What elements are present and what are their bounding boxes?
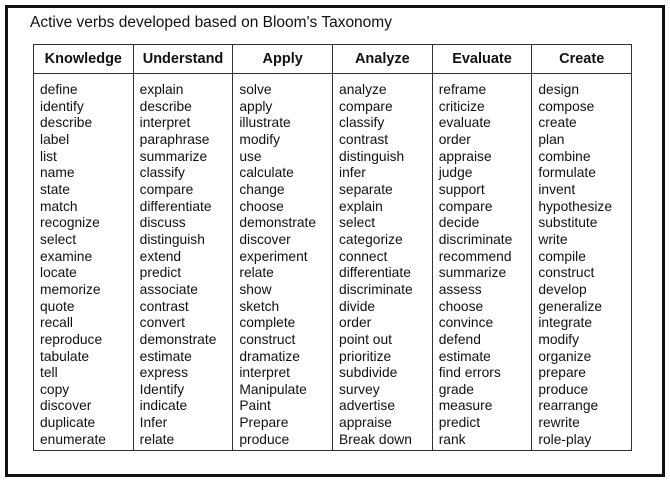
- verb-item: construct: [239, 331, 296, 347]
- verb-item: explain: [339, 198, 383, 214]
- verb-item: prioritize: [339, 348, 392, 364]
- verb-item: formulate: [538, 165, 596, 181]
- verb-item: dramatize: [239, 348, 300, 364]
- verb-item: defend: [438, 331, 481, 347]
- verb-item: grade: [438, 381, 474, 397]
- verb-item: write: [538, 231, 568, 247]
- verb-item: find errors: [438, 365, 501, 381]
- verb-item: reproduce: [40, 331, 103, 347]
- verb-item: appraise: [339, 415, 392, 431]
- verb-item: experiment: [239, 248, 308, 264]
- verb-item: discover: [40, 398, 92, 414]
- verb-item: recognize: [40, 215, 100, 231]
- verb-item: interpret: [139, 115, 191, 131]
- verb-item: identify: [40, 98, 84, 114]
- column-apply: [232, 45, 332, 450]
- verb-item: enumerate: [40, 431, 106, 447]
- verb-item: Paint: [239, 398, 271, 414]
- verb-item: discriminate: [438, 231, 513, 247]
- verb-item: design: [538, 82, 580, 97]
- verb-item: survey: [339, 381, 380, 397]
- verb-item: advertise: [339, 398, 395, 414]
- verb-item: judge: [438, 165, 473, 181]
- verb-item: associate: [139, 281, 198, 297]
- verb-item: modify: [538, 331, 579, 347]
- column-evaluate: [432, 45, 532, 450]
- verb-item: choose: [239, 198, 284, 214]
- verb-item: criticize: [438, 98, 485, 114]
- verb-item: modify: [239, 131, 280, 147]
- verb-item: illustrate: [239, 115, 291, 131]
- verb-item: select: [40, 231, 77, 247]
- verb-item: solve: [239, 82, 272, 97]
- verb-item: use: [239, 148, 262, 164]
- verb-item: reframe: [438, 82, 487, 97]
- verb-item: demonstrate: [139, 331, 217, 347]
- column-header: Analyze: [333, 45, 432, 74]
- verb-item: interpret: [239, 365, 290, 381]
- verb-item: relate: [239, 265, 274, 281]
- verb-item: combine: [538, 148, 591, 164]
- verb-item: rank: [438, 431, 466, 447]
- verb-item: summarize: [139, 148, 208, 164]
- verb-item: hypothesize: [538, 198, 612, 214]
- verb-list: [233, 74, 332, 448]
- verb-item: Prepare: [239, 415, 289, 431]
- verb-item: discriminate: [339, 281, 413, 297]
- verb-item: match: [40, 198, 78, 214]
- verb-item: plan: [538, 131, 565, 147]
- verb-item: organize: [538, 348, 592, 364]
- column-analyze: [332, 45, 432, 450]
- verb-item: assess: [438, 281, 482, 297]
- verb-item: list: [40, 148, 57, 164]
- verb-item: appraise: [438, 148, 492, 164]
- verb-item: estimate: [438, 348, 491, 364]
- verb-item: label: [40, 131, 70, 147]
- verb-item: quote: [40, 298, 75, 314]
- verb-item: decide: [438, 215, 480, 231]
- verb-list: [532, 74, 631, 448]
- column-knowledge: [34, 45, 133, 450]
- verb-item: Infer: [139, 415, 168, 431]
- verb-item: state: [40, 181, 70, 197]
- verb-item: distinguish: [139, 231, 205, 247]
- verb-list: [34, 74, 133, 448]
- verb-item: complete: [239, 315, 296, 331]
- verb-item: define: [40, 82, 78, 97]
- verb-item: order: [438, 131, 471, 147]
- verb-item: recommend: [438, 248, 512, 264]
- verb-item: create: [538, 115, 577, 131]
- verb-item: compose: [538, 98, 595, 114]
- verb-item: sketch: [239, 298, 280, 314]
- verb-item: substitute: [538, 215, 598, 231]
- verb-item: extend: [139, 248, 182, 264]
- column-header: Evaluate: [433, 45, 532, 74]
- column-header: Knowledge: [34, 45, 133, 74]
- verb-item: invent: [538, 181, 576, 197]
- verb-item: apply: [239, 98, 273, 114]
- verb-item: Break down: [339, 431, 412, 447]
- verb-item: measure: [438, 398, 493, 414]
- verb-item: compare: [339, 98, 393, 114]
- verb-item: explain: [139, 82, 184, 97]
- verb-item: duplicate: [40, 415, 96, 431]
- verb-item: Manipulate: [239, 381, 307, 397]
- verb-item: name: [40, 165, 75, 181]
- verb-item: choose: [438, 298, 484, 314]
- verb-item: separate: [339, 181, 393, 197]
- verb-item: paraphrase: [139, 131, 210, 147]
- verb-item: develop: [538, 281, 587, 297]
- verb-item: convince: [438, 315, 494, 331]
- verb-item: evaluate: [438, 115, 491, 131]
- verb-item: integrate: [538, 315, 593, 331]
- verb-item: order: [339, 315, 372, 331]
- verb-item: divide: [339, 298, 376, 314]
- verb-item: contrast: [339, 131, 389, 147]
- column-header: Understand: [134, 45, 233, 74]
- verb-item: demonstrate: [239, 215, 317, 231]
- table-title: Active verbs developed based on Bloom's Taxonomy: [30, 14, 392, 31]
- verb-item: contrast: [139, 298, 189, 314]
- verb-item: produce: [538, 381, 589, 397]
- verb-item: predict: [139, 265, 182, 281]
- column-create: [531, 45, 631, 450]
- verb-item: subdivide: [339, 365, 398, 381]
- verb-item: memorize: [40, 281, 101, 297]
- verb-item: estimate: [139, 348, 192, 364]
- verb-item: summarize: [438, 265, 507, 281]
- verb-item: locate: [40, 265, 77, 281]
- verb-item: calculate: [239, 165, 294, 181]
- verb-item: Identify: [139, 381, 185, 397]
- verb-item: classify: [339, 115, 385, 131]
- verb-list: [333, 74, 432, 448]
- verb-item: distinguish: [339, 148, 405, 164]
- verb-item: show: [239, 281, 272, 297]
- verb-item: compare: [438, 198, 493, 214]
- blooms-verb-table: [33, 44, 632, 451]
- verb-item: differentiate: [339, 265, 411, 281]
- verb-item: generalize: [538, 298, 603, 314]
- verb-item: predict: [438, 415, 481, 431]
- verb-item: point out: [339, 331, 392, 347]
- verb-item: copy: [40, 381, 70, 397]
- verb-item: express: [139, 365, 188, 381]
- verb-item: change: [239, 181, 285, 197]
- verb-item: indicate: [139, 398, 188, 414]
- verb-item: connect: [339, 248, 388, 264]
- verb-item: compile: [538, 248, 586, 264]
- verb-item: infer: [339, 165, 366, 181]
- verb-list: [134, 74, 233, 448]
- verb-item: support: [438, 181, 485, 197]
- verb-item: describe: [139, 98, 192, 114]
- verb-item: select: [339, 215, 376, 231]
- verb-list: [433, 74, 532, 448]
- verb-item: construct: [538, 265, 595, 281]
- column-understand: [133, 45, 233, 450]
- verb-item: relate: [139, 431, 175, 447]
- verb-item: differentiate: [139, 198, 212, 214]
- verb-item: produce: [239, 431, 290, 447]
- verb-item: discuss: [139, 215, 186, 231]
- verb-item: rearrange: [538, 398, 599, 414]
- column-header: Create: [532, 45, 631, 74]
- verb-item: rewrite: [538, 415, 580, 431]
- verb-item: classify: [139, 165, 185, 181]
- verb-item: role-play: [538, 431, 592, 447]
- verb-item: analyze: [339, 82, 387, 97]
- verb-item: examine: [40, 248, 93, 264]
- verb-item: compare: [139, 181, 194, 197]
- column-header: Apply: [233, 45, 332, 74]
- verb-item: convert: [139, 315, 185, 331]
- verb-item: discover: [239, 231, 291, 247]
- verb-item: recall: [40, 315, 73, 331]
- verb-item: describe: [40, 115, 93, 131]
- verb-item: categorize: [339, 231, 403, 247]
- verb-item: tabulate: [40, 348, 90, 364]
- verb-item: tell: [40, 365, 58, 381]
- verb-item: prepare: [538, 365, 586, 381]
